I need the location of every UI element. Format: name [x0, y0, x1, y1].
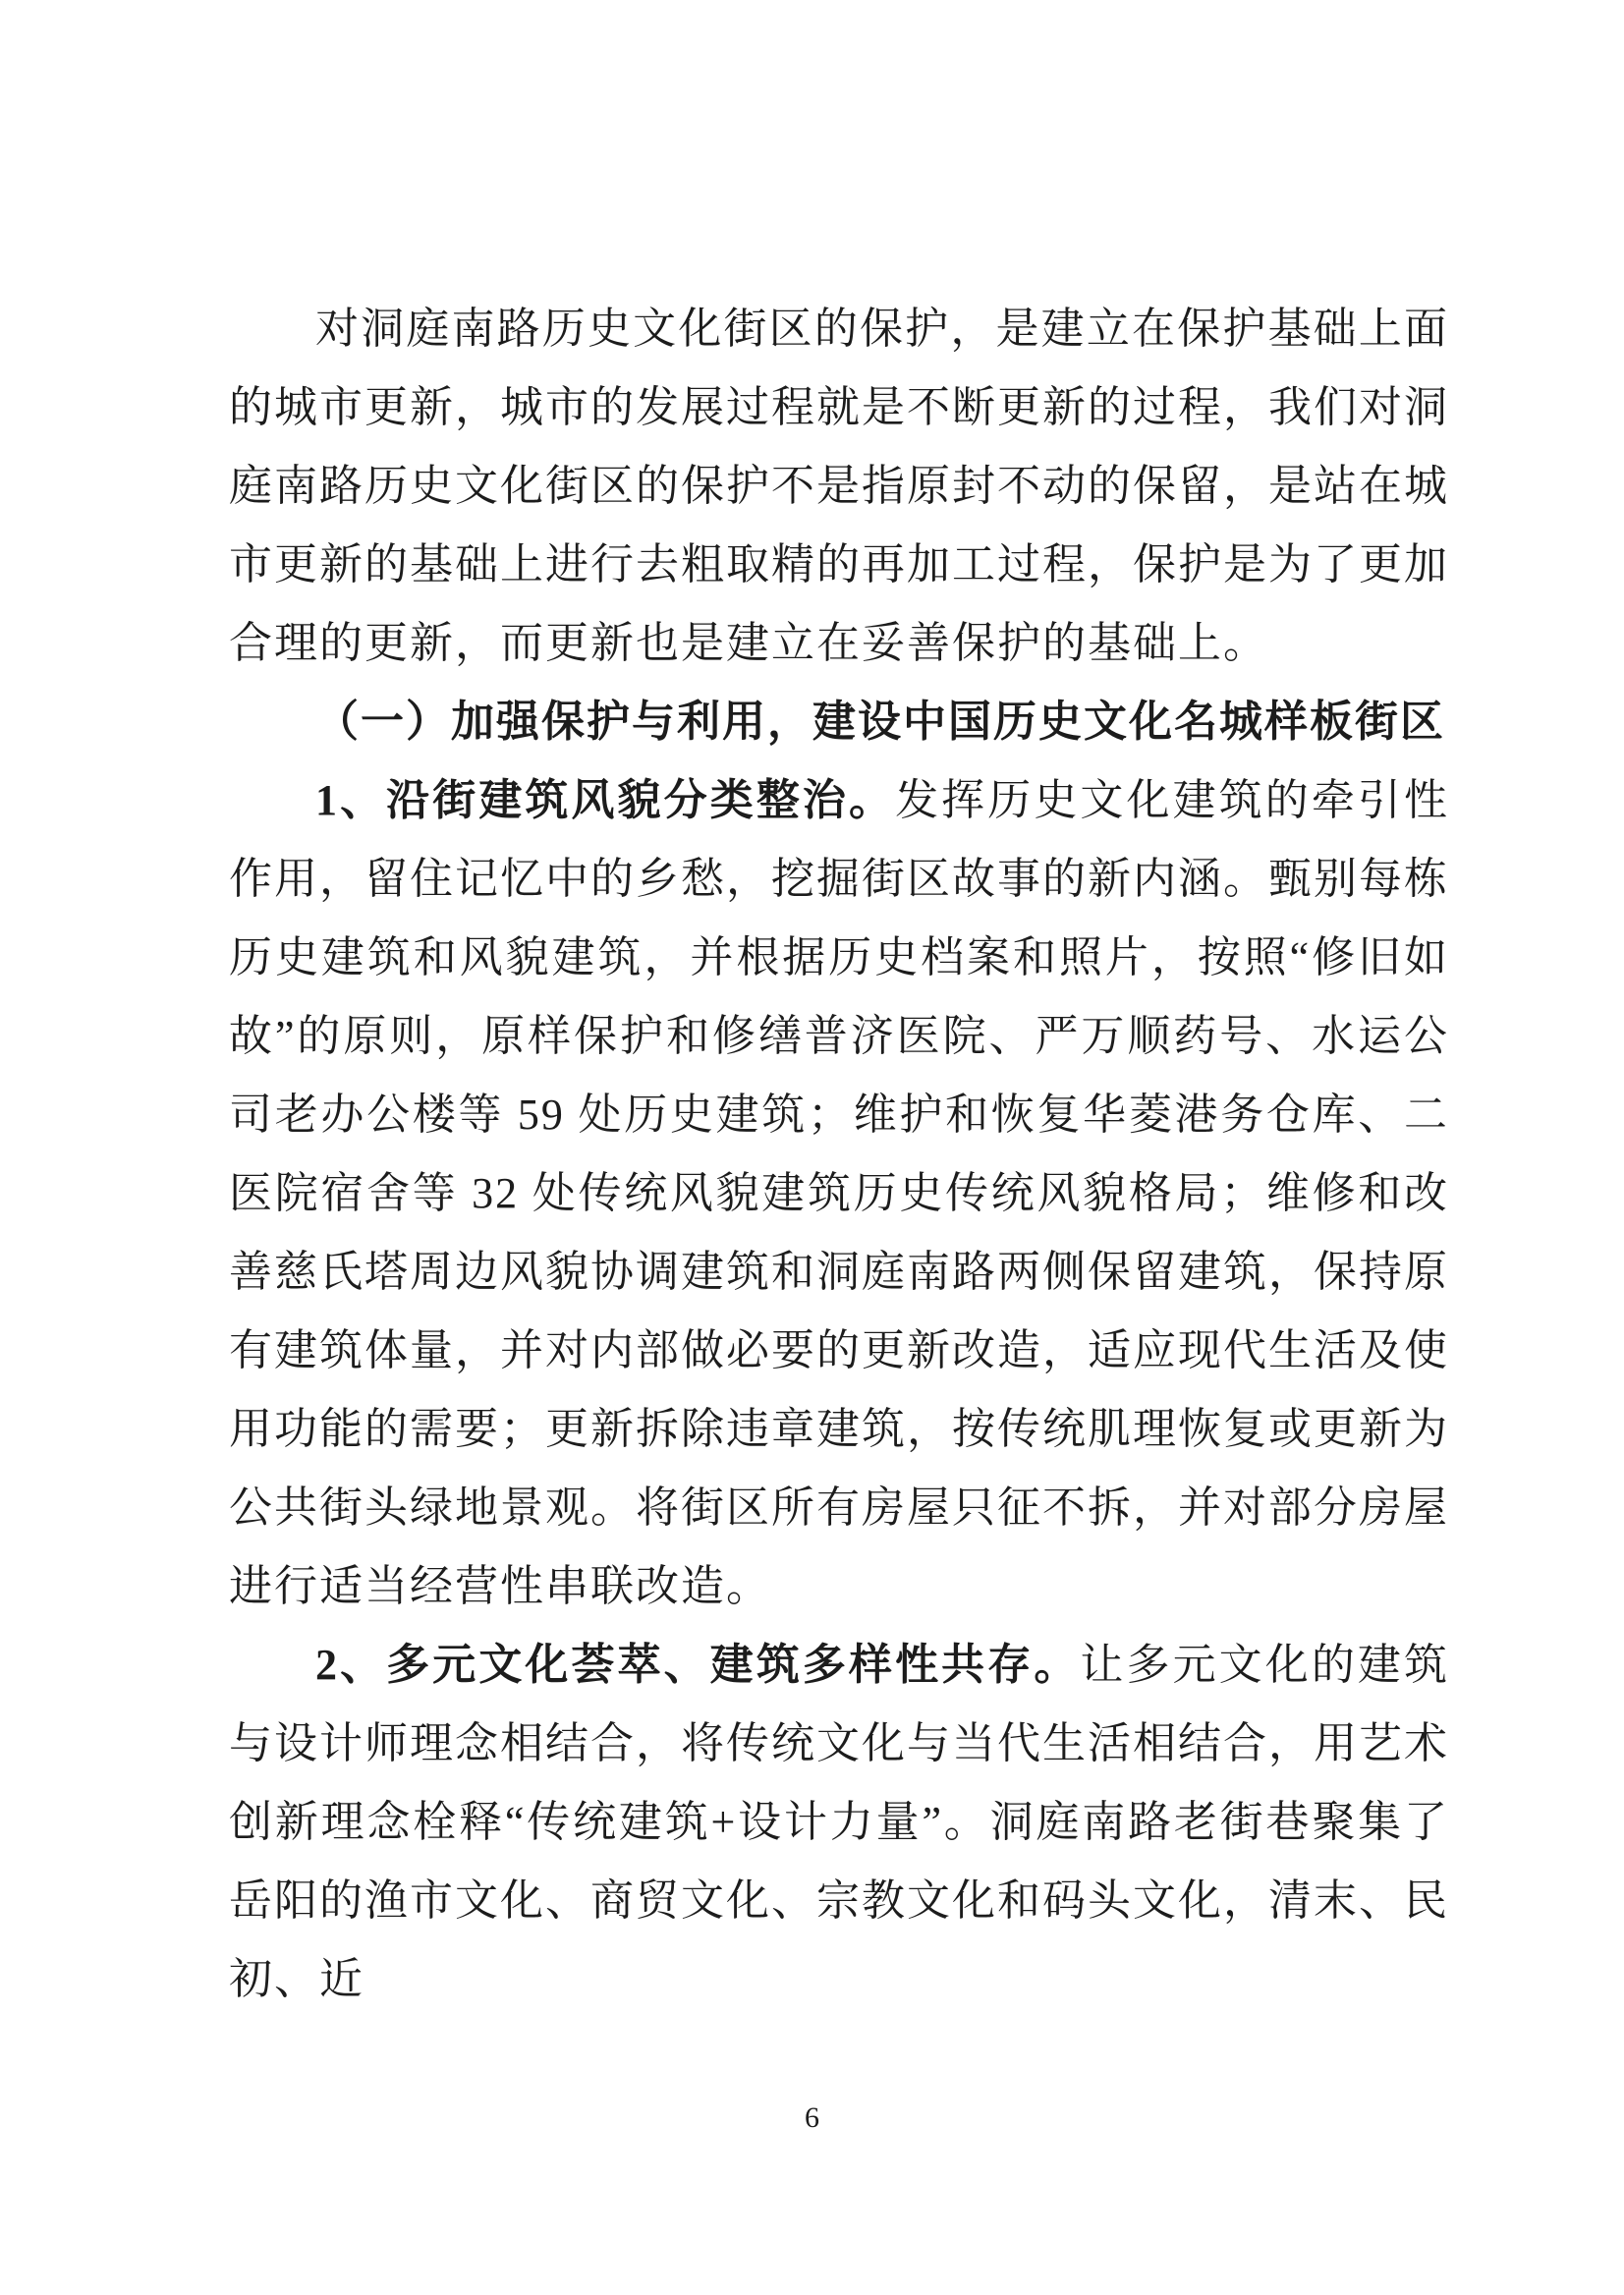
paragraph-text: 对洞庭南路历史文化街区的保护，是建立在保护基础上面的城市更新，城市的发展过程就是不断更新的过程，我们对洞庭南路历史文化街区的保护不是指原封不动的保留，是站在城市更新的基础上进行去粗取精的再加工过程，保护是为了更加合理的更新，而更新也是建立在妥善保护的基础上。	[229, 305, 1449, 667]
paragraph-item-1	[229, 761, 1449, 1626]
page-number: 6	[805, 2101, 819, 2134]
paragraph-text: 发挥历史文化建筑的牵引性作用，留住记忆中的乡愁，挖掘街区故事的新内涵。甄别每栋历史建筑和风貌建筑，并根据历史档案和照片，按照“修旧如故”的原则，原样保护和修缮普济医院、严万顺药号、水运公司老办公楼等 59 处历史建筑；维护和恢复华菱港务仓库、二医院宿舍等 32 处传统风貌建筑历史传统风貌格局；维修和改善慈氏塔周边风貌协调建筑和洞庭南路两侧保留建筑，保持原有建筑体量，并对内部做必要的更新改造，适应现代生活及使用功能的需要；更新拆除违章建筑，按传统肌理恢复或更新为公共街头绿地景观。将街区所有房屋只征不拆，并对部分房屋进行适当经营性串联改造。	[229, 776, 1450, 1610]
paragraph-lead: 2、多元文化荟萃、建筑多样性共存。	[315, 1641, 1081, 1689]
paragraph-text: 让多元文化的建筑与设计师理念相结合，将传统文化与当代生活相结合，用艺术创新理念栓释“传统建筑+设计力量”。洞庭南路老街巷聚集了岳阳的渔市文化、商贸文化、宗教文化和码头文化，清末、民初、近	[229, 1641, 1450, 2003]
paragraph-intro	[229, 290, 1449, 683]
paragraph-item-2	[229, 1626, 1449, 2019]
paragraph-lead: 1、沿街建筑风貌分类整治。	[315, 776, 896, 824]
section-heading: （一）加强保护与利用，建设中国历史文化名城样板街区	[315, 698, 1445, 746]
